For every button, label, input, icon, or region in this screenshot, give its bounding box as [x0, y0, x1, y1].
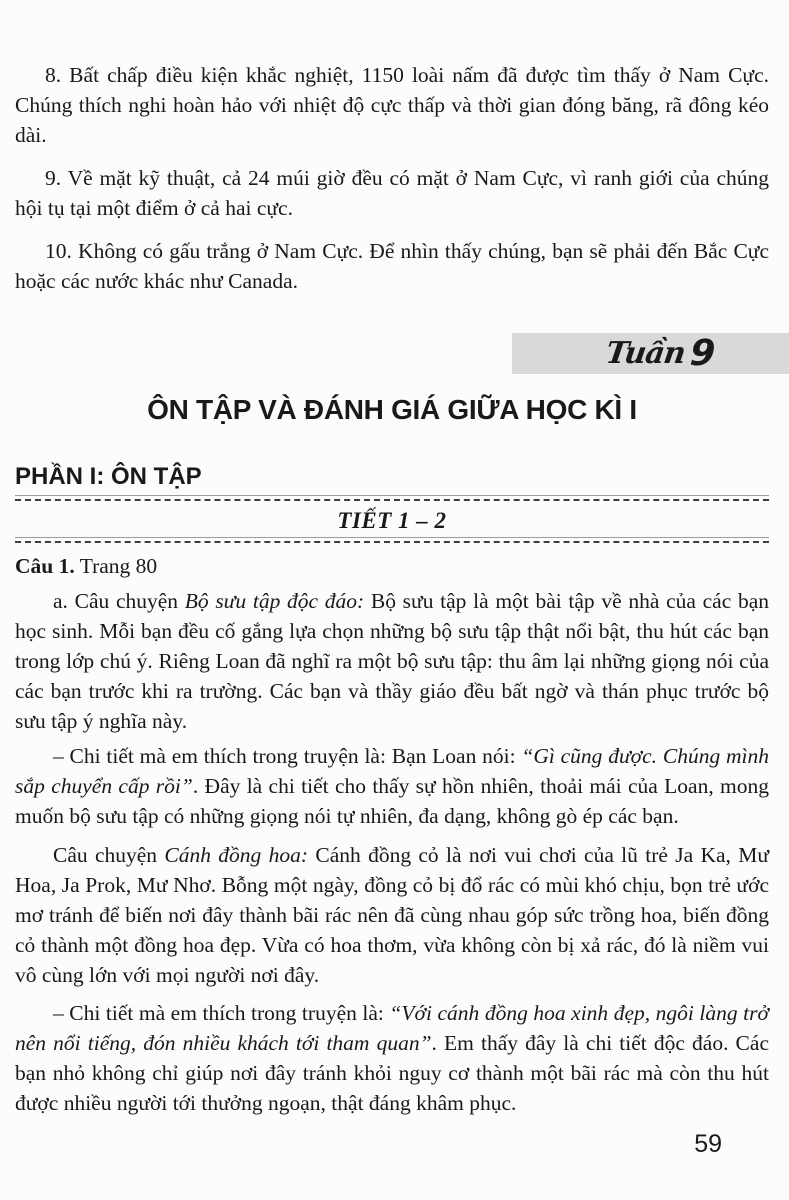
part-heading: PHẦN I: ÔN TẬP — [15, 463, 202, 490]
question-line — [15, 551, 769, 581]
page-number: 59 — [694, 1130, 722, 1158]
facts-section — [15, 60, 769, 296]
divider-rule-top — [15, 495, 769, 501]
answer-paragraph-detail-2: – Chi tiết mà em thích trong truyện là: “Với cánh đồng hoa xinh đẹp, ngôi làng trở nên nổi tiếng, đón nhiều khách tới tham quan”. Em thấy đây là chi tiết độc đáo. Các bạn nhỏ không chỉ giúp nơi đây tránh khỏi nguy cơ thành một bãi rác mà còn thu hút được nhiều người tới thưởng ngoạn, thật đáng khâm phục. — [15, 1001, 769, 1115]
answer-paragraph-story-1: a. Câu chuyện Bộ sưu tập độc đáo: Bộ sưu tập là một bài tập về nhà của các bạn học sinh. Mỗi bạn đều cố gắng lựa chọn những bộ sưu tập thật nổi bật, thu hút các bạn trong lớp chú ý. Riêng Loan đã nghĩ ra một bộ sưu tập: thu âm lại những giọng nói của các bạn trước khi ra trường. Các bạn và thầy giáo đều bất ngờ và thán phục trước bộ sưu tập ý nghĩa này. — [15, 589, 770, 733]
fact-item-8: 8. Bất chấp điều kiện khắc nghiệt, 1150 loài nấm đã được tìm thấy ở Nam Cực. Chúng thích nghi hoàn hảo với nhiệt độ cực thấp và thời gian đóng băng, rã đông kéo dài. — [15, 63, 769, 147]
answer-paragraph-story-2: Câu chuyện Cánh đồng hoa: Cánh đồng cỏ là nơi vui chơi của lũ trẻ Ja Ka, Mư Hoa, Ja Prok, Mư Nhơ. Bỗng một ngày, đồng cỏ bị đổ rác có mùi khó chịu, bọn trẻ ước mơ tránh để biến nơi đây thành bãi rác nên đã cùng nhau góp sức trồng hoa, biến đồng cỏ thành một đồng hoa đẹp. Vừa có hoa thơm, vừa không còn bị xả rác, đó là niềm vui vô cùng lớn với mọi người nơi đây. — [15, 843, 770, 987]
answer-paragraph-detail-1: – Chi tiết mà em thích trong truyện là: Bạn Loan nói: “Gì cũng được. Chúng mình sắp chuyển cấp rồi”. Đây là chi tiết cho thấy sự hồn nhiên, thoải mái của Loan, mong muốn bộ sưu tập có những giọng nói tự nhiên, đa dạng, không gò ép các bạn. — [15, 744, 769, 828]
answers-section — [15, 586, 769, 1118]
week-badge-label: Tuần — [603, 335, 688, 371]
question-label: Câu 1. — [15, 554, 75, 578]
week-badge-number: 9 — [688, 332, 717, 374]
lesson-heading: TIẾT 1 – 2 — [337, 508, 447, 533]
main-heading: ÔN TẬP VÀ ĐÁNH GIÁ GIỮA HỌC KÌ I — [147, 394, 637, 425]
week-badge — [512, 333, 789, 374]
fact-item-9: 9. Về mặt kỹ thuật, cả 24 múi giờ đều có mặt ở Nam Cực, vì ranh giới của chúng hội tụ tại một điểm ở cả hai cực. — [15, 166, 769, 220]
fact-item-10: 10. Không có gấu trắng ở Nam Cực. Để nhìn thấy chúng, bạn sẽ phải đến Bắc Cực hoặc các nước khác như Canada. — [15, 239, 769, 293]
divider-rule-bottom — [15, 537, 769, 543]
question-text: Trang 80 — [74, 554, 158, 578]
